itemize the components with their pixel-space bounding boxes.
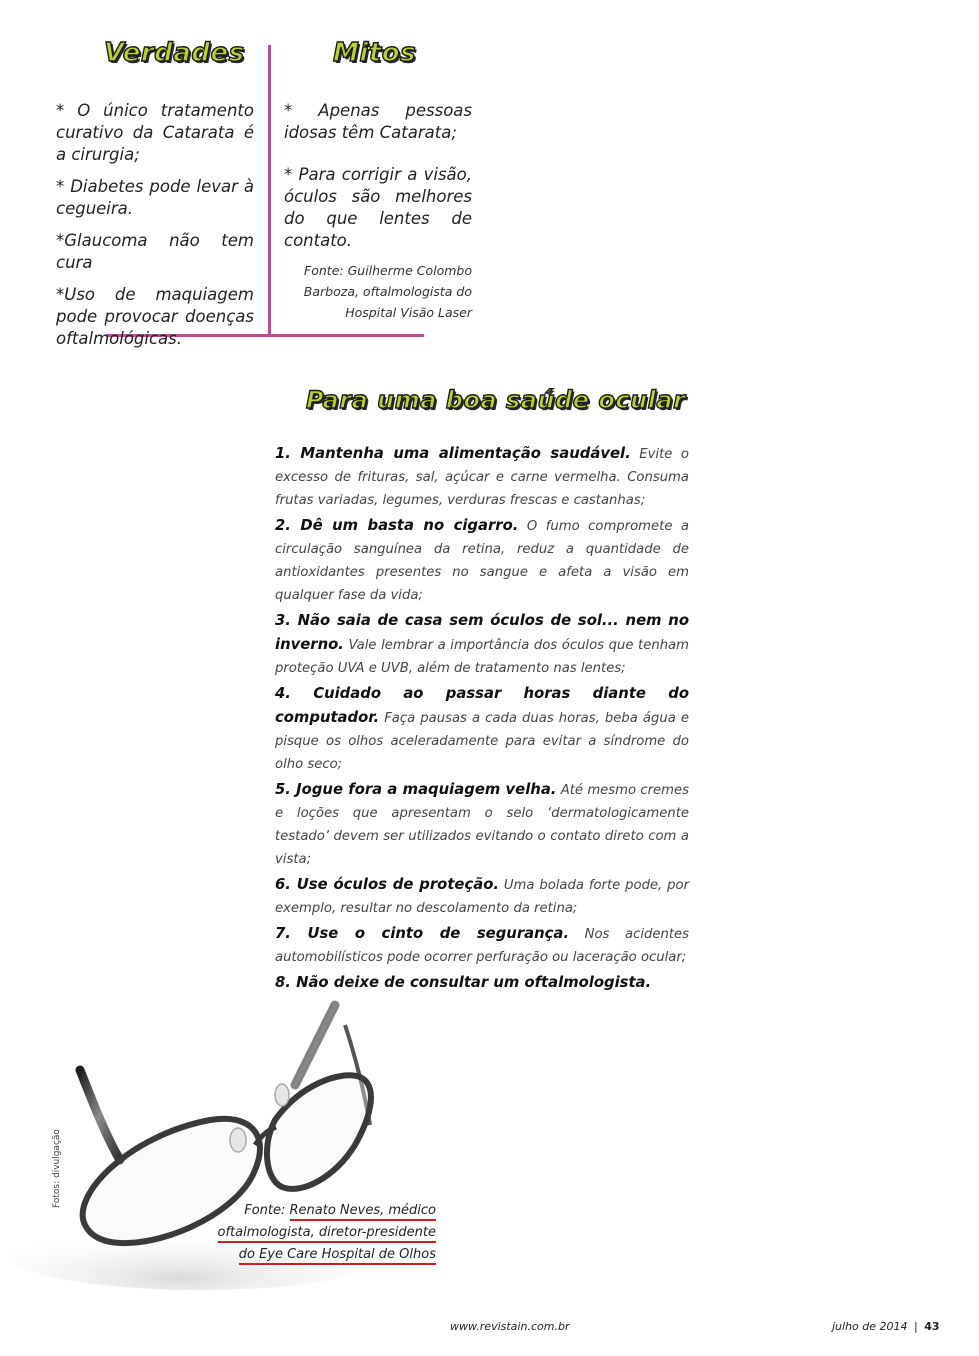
column-divider [268,45,271,335]
tip-lead: 8. Não deixe de consultar um oftalmologista. [275,974,652,991]
glasses-source [200,1200,436,1266]
tip-item [275,971,689,995]
mitos-title: Mitos [333,38,417,68]
tip-lead: 6. Use óculos de proteção. [275,876,499,893]
footer-date-page [832,1320,940,1333]
tip-item [275,442,689,512]
tip-text: Faça pausas a cada duas horas, beba água e pisque os olhos aceleradamente para evitar a síndrome do olho seco; [275,711,689,772]
tip-item [275,682,689,776]
verdades-list [56,100,254,360]
tip-lead: 3. Não saia de casa sem óculos de sol... nem no inverno. [275,612,689,653]
source-line: Hospital Visão Laser [345,305,472,320]
tip-text: Nos acidentes automobilísticos pode ocorrer perfuração ou laceração ocular; [275,927,689,965]
verdades-item: * O único tratamento curativo da Catarata é a cirurgia; [56,101,254,164]
mitos-item: * Para corrigir a visão, óculos são melhores do que lentes de contato. [284,165,472,250]
source-role: oftalmologista, diretor-presidente [218,1225,437,1243]
footer-website: www.revistain.com.br [450,1320,570,1333]
verdades-item: * Diabetes pode levar à cegueira. [56,177,254,218]
tip-item [275,778,689,871]
mitos-list [284,100,472,262]
tip-text: Evite o excesso de frituras, sal, açúcar e carne vermelha. Consuma frutas variadas, legumes, verduras frescas e castanhas; [275,447,689,508]
tip-text: Uma bolada forte pode, por exemplo, resultar no descolamento da retina; [275,878,689,916]
tips-list [275,442,689,997]
verdades-title: Verdades [104,38,245,68]
source-line [200,1244,436,1266]
tips-title: Para uma boa saúde ocular [306,386,686,414]
footer-date: julho de 2014 [832,1320,908,1333]
source-line: Fonte: Guilherme Colombo [304,263,472,278]
source-name: Renato Neves, médico [290,1203,437,1221]
tip-lead: 5. Jogue fora a maquiagem velha. [275,781,557,798]
tip-text: Até mesmo cremes e loções que apresentam o selo ‘dermatologicamente testado’ devem ser utilizados evitando o contato direto com a vista; [275,783,689,867]
tip-lead: 1. Mantenha uma alimentação saudável. [275,445,631,462]
tip-lead: 7. Use o cinto de segurança. [275,925,570,942]
verdades-item: *Glaucoma não tem cura [56,231,254,272]
photo-credit: Fotos: divulgação [52,1129,62,1208]
mitos-source [284,260,472,323]
source-prefix: Fonte: [244,1203,290,1218]
source-hospital: do Eye Care Hospital de Olhos [239,1247,436,1265]
tip-item [275,609,689,680]
tip-lead: 4. Cuidado ao passar horas diante do computador. [275,685,689,726]
tip-item [275,873,689,920]
page-number: 43 [924,1320,940,1333]
verdades-item: *Uso de maquiagem pode provocar doenças oftalmológicas. [56,285,254,348]
mitos-item: * Apenas pessoas idosas têm Catarata; [284,101,472,142]
source-line [200,1222,436,1244]
tip-item [275,514,689,607]
source-line: Barboza, oftalmologista do [303,284,472,299]
tip-text: Vale lembrar a importância dos óculos que tenham proteção UVA e UVB, além de tratamento nas lentes; [275,638,689,676]
source-line [200,1200,436,1222]
tip-item [275,922,689,969]
tip-text: O fumo compromete a circulação sanguínea da retina, reduz a quantidade de antioxidantes presentes no sangue e afeta a visão em qualquer fase da vida; [275,519,689,603]
tip-lead: 2. Dê um basta no cigarro. [275,517,519,534]
footer-separator: | [914,1320,918,1333]
